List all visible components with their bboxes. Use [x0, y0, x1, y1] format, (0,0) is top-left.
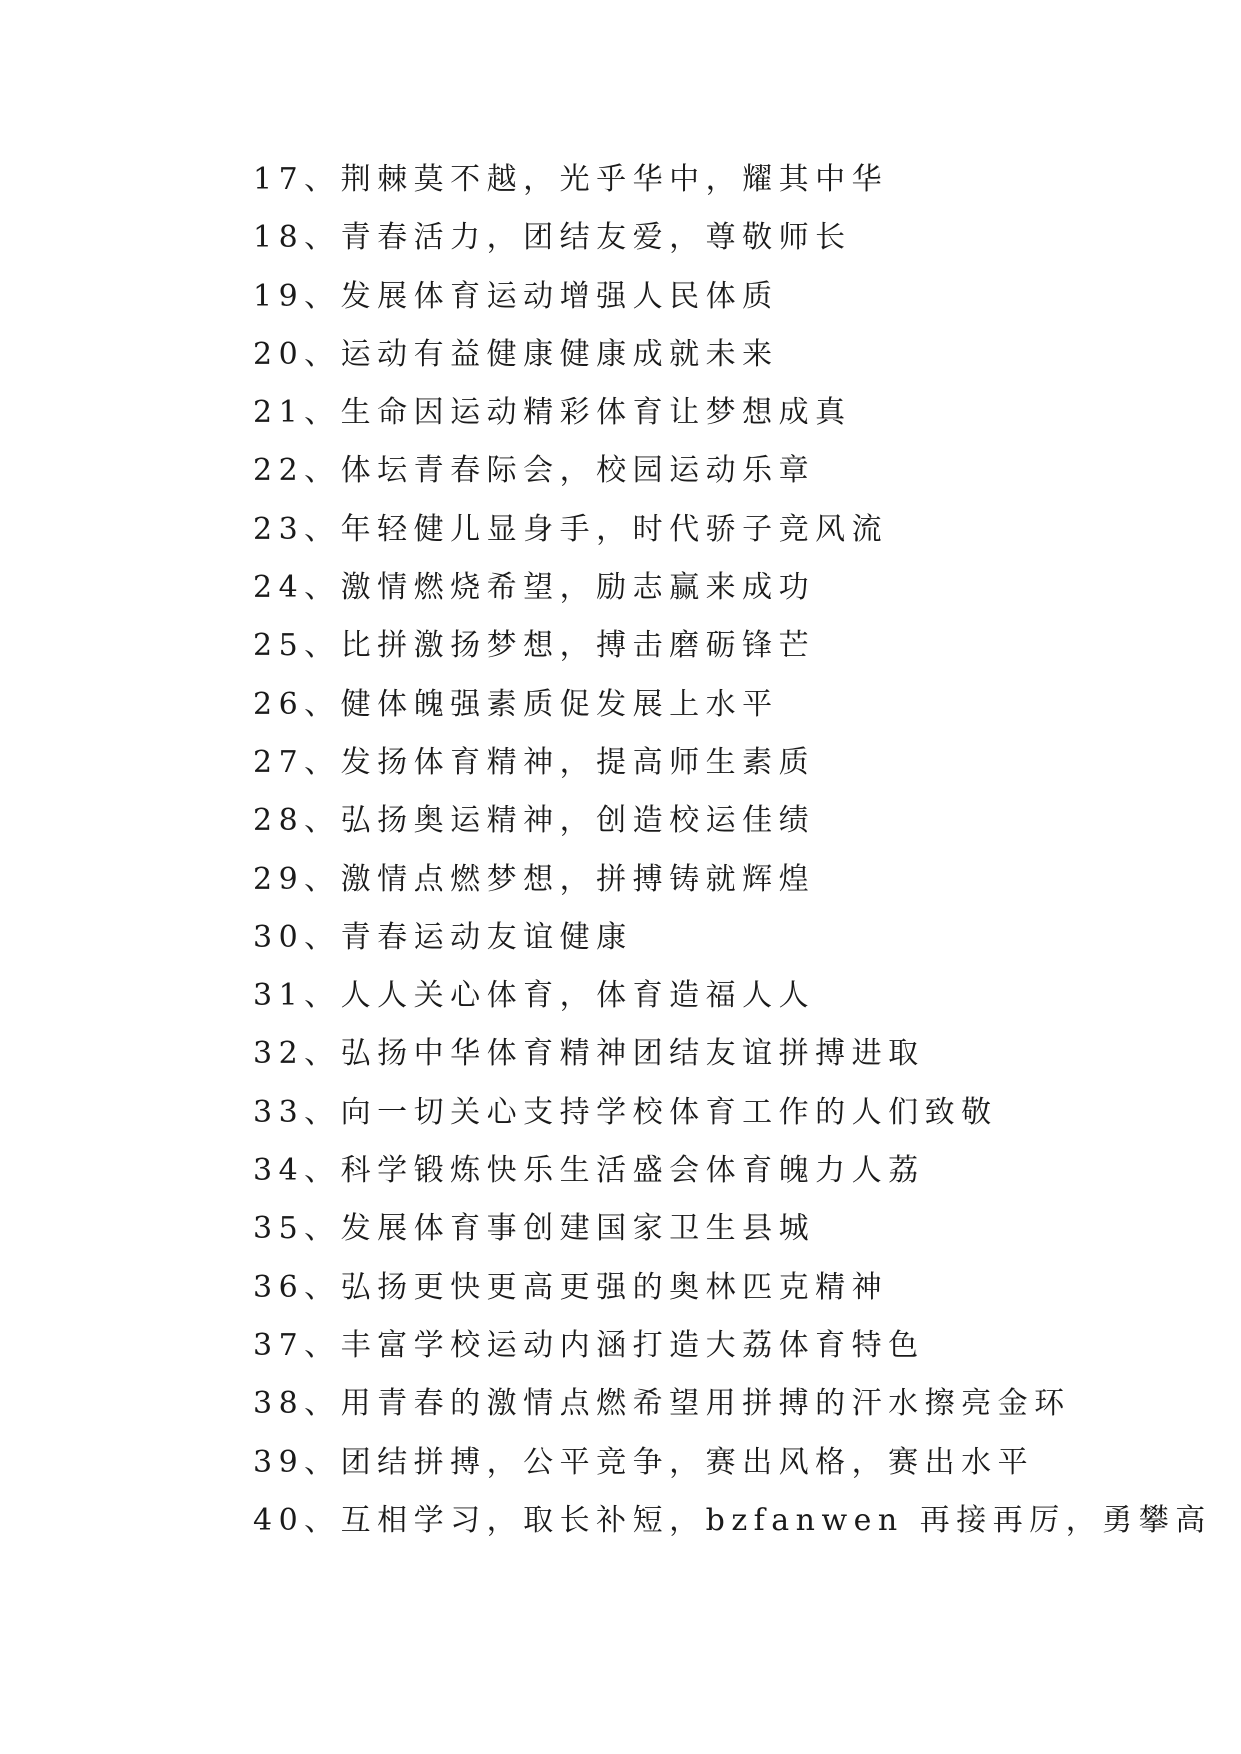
- slogan-line: 24、激情燃烧希望，励志赢来成功: [253, 570, 816, 606]
- slogan-line: 25、比拼激扬梦想，搏击磨砺锋芒: [253, 628, 816, 664]
- slogan-line: 28、弘扬奥运精神，创造校运佳绩: [253, 803, 816, 839]
- slogan-line: 33、向一切关心支持学校体育工作的人们致敬: [253, 1094, 998, 1130]
- slogan-line: 38、用青春的激情点燃希望用拼搏的汗水擦亮金环: [253, 1386, 1071, 1422]
- slogan-line: 37、丰富学校运动内涵打造大荔体育特色: [253, 1327, 925, 1363]
- slogan-line: 21、生命因运动精彩体育让梦想成真: [253, 395, 852, 431]
- slogan-line: 18、青春活力，团结友爱，尊敬师长: [253, 220, 852, 256]
- slogan-line: 22、体坛青春际会，校园运动乐章: [253, 453, 816, 489]
- slogan-line: 17、荆棘莫不越，光乎华中，耀其中华: [253, 162, 889, 197]
- slogan-line: 20、运动有益健康健康成就未来: [253, 336, 779, 372]
- slogan-line: 35、发展体育事创建国家卫生县城: [253, 1211, 816, 1247]
- slogan-line: 31、人人关心体育，体育造福人人: [253, 978, 816, 1014]
- slogan-line: 30、青春运动友谊健康: [253, 919, 633, 955]
- slogan-line: 23、年轻健儿显身手，时代骄子竞风流: [253, 511, 889, 547]
- slogan-list: [253, 160, 1212, 1559]
- slogan-line: 34、科学锻炼快乐生活盛会体育魄力人荔: [253, 1153, 925, 1189]
- slogan-line: 39、团结拼搏，公平竞争，赛出风格，赛出水平: [253, 1444, 1035, 1480]
- slogan-line: 36、弘扬更快更高更强的奥林匹克精神: [253, 1269, 889, 1305]
- slogan-line: 26、健体魄强素质促发展上水平: [253, 686, 779, 722]
- slogan-line: 27、发扬体育精神，提高师生素质: [253, 744, 816, 780]
- slogan-line: 19、发展体育运动增强人民体质: [253, 278, 779, 314]
- slogan-line: 29、激情点燃梦想，拼搏铸就辉煌: [253, 861, 816, 897]
- slogan-line: 32、弘扬中华体育精神团结友谊拼搏进取: [253, 1036, 925, 1072]
- slogan-line: 40、互相学习，取长补短，bzfanwen 再接再厉，勇攀高: [253, 1502, 1212, 1538]
